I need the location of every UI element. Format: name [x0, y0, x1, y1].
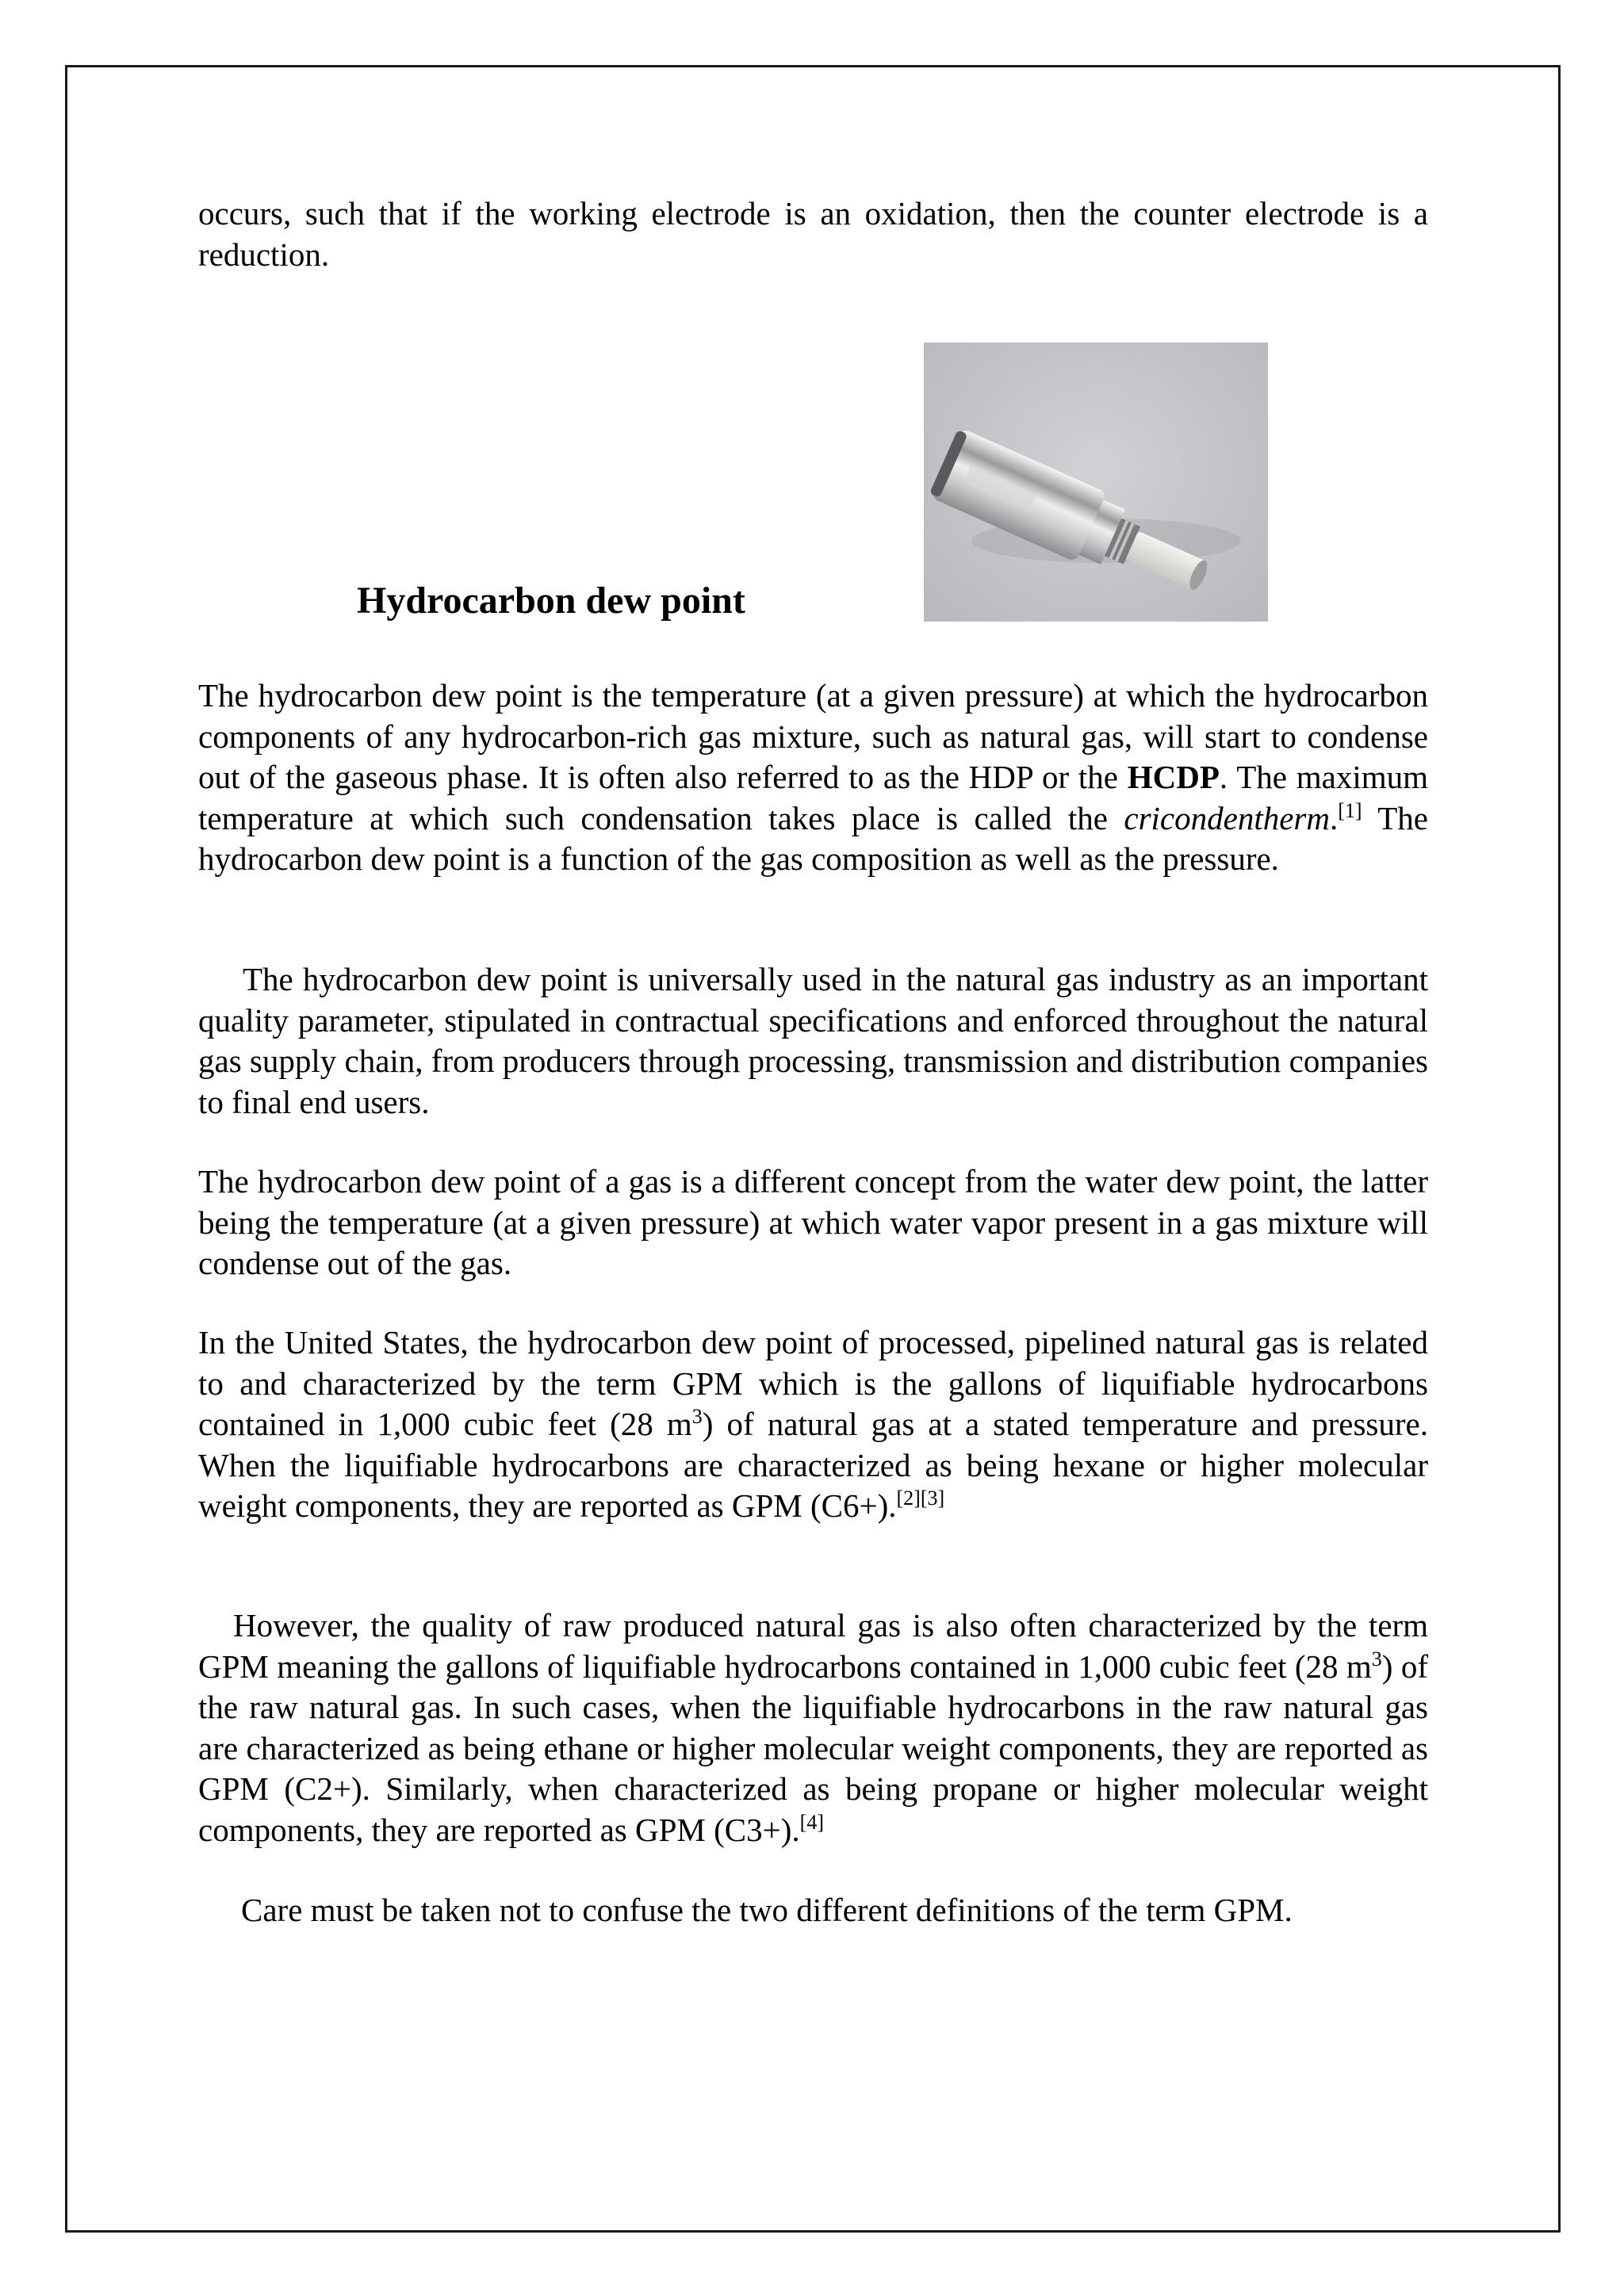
superscript-3: 3 — [1371, 1647, 1382, 1670]
citation-1[interactable]: [1] — [1338, 798, 1362, 822]
citation-2-3[interactable]: [2][3] — [896, 1487, 945, 1510]
intro-paragraph: occurs, such that if the working electrode is an oxidation, then the counter electrode is a reduction. — [198, 195, 1428, 273]
sensor-photo — [924, 342, 1268, 622]
paragraph-water-dew-point: The hydrocarbon dew point of a gas is a different concept from the water dew point, the latter being the temperature (at a given pressure) at which water vapor present in a gas mixture will condense out of the gas. — [198, 1163, 1428, 1281]
cricondentherm-italic: cricondentherm — [1124, 799, 1330, 836]
section-title: Hydrocarbon dew point — [357, 580, 745, 622]
paragraph-gpm-raw-gas: However, the quality of raw produced natural gas is also often characterized by the term GPM meaning the gallons of liquifiable hydrocarbons contained in 1,000 cubic feet (28 $m^3$) of the raw natural gas. In such cases, when the liquifiable hydrocarbons in the raw natural gas are characterized as being ethane or higher molecular weight components, they are reported as GPM (C2+). Similarly, when characterized as being propane or higher molecular weight components, they are reported as GPM (C3+).[4] — [198, 1607, 1428, 1848]
paragraph-gpm-united-states: In the United States, the hydrocarbon dew point of processed, pipelined natural gas is related to and characterized by the term GPM which is the gallons of liquifiable hydrocarbons contained in 1,000 cubic feet (28 $m^3$) of natural gas at a stated temperature and pressure. When the liquifiable hydrocarbons are characterized as being hexane or higher molecular weight components, they are reported as GPM (C6+).[2][3] — [198, 1324, 1428, 1524]
citation-4[interactable]: [4] — [799, 1810, 824, 1834]
superscript-3: 3 — [691, 1405, 703, 1428]
hcdp-bold: HCDP — [1127, 759, 1220, 795]
paragraph-caution: Care must be taken not to confuse the two different definitions of the term GPM. — [241, 1892, 1293, 1928]
paragraph-quality-parameter: The hydrocarbon dew point is universally used in the natural gas industry as an important quality parameter, stipulated in contractual specifications and enforced throughout the natural gas supply chain, from producers through processing, transmission and distribution companies to final end users. — [198, 961, 1428, 1120]
hydrocarbon-sensor-image-icon — [924, 342, 1268, 622]
paragraph-definition: The hydrocarbon dew point is the temperature (at a given pressure) at which the hydrocarbon components of any hydrocarbon-rich gas mixture, such as natural gas, will start to condense out of the gaseous phase. It is often also referred to as the HDP or the HCDP. The maximum temperature at which such condensation takes place is called the cricondentherm.[1] The hydrocarbon dew point is a function of the gas composition as well as the pressure. — [198, 677, 1428, 877]
